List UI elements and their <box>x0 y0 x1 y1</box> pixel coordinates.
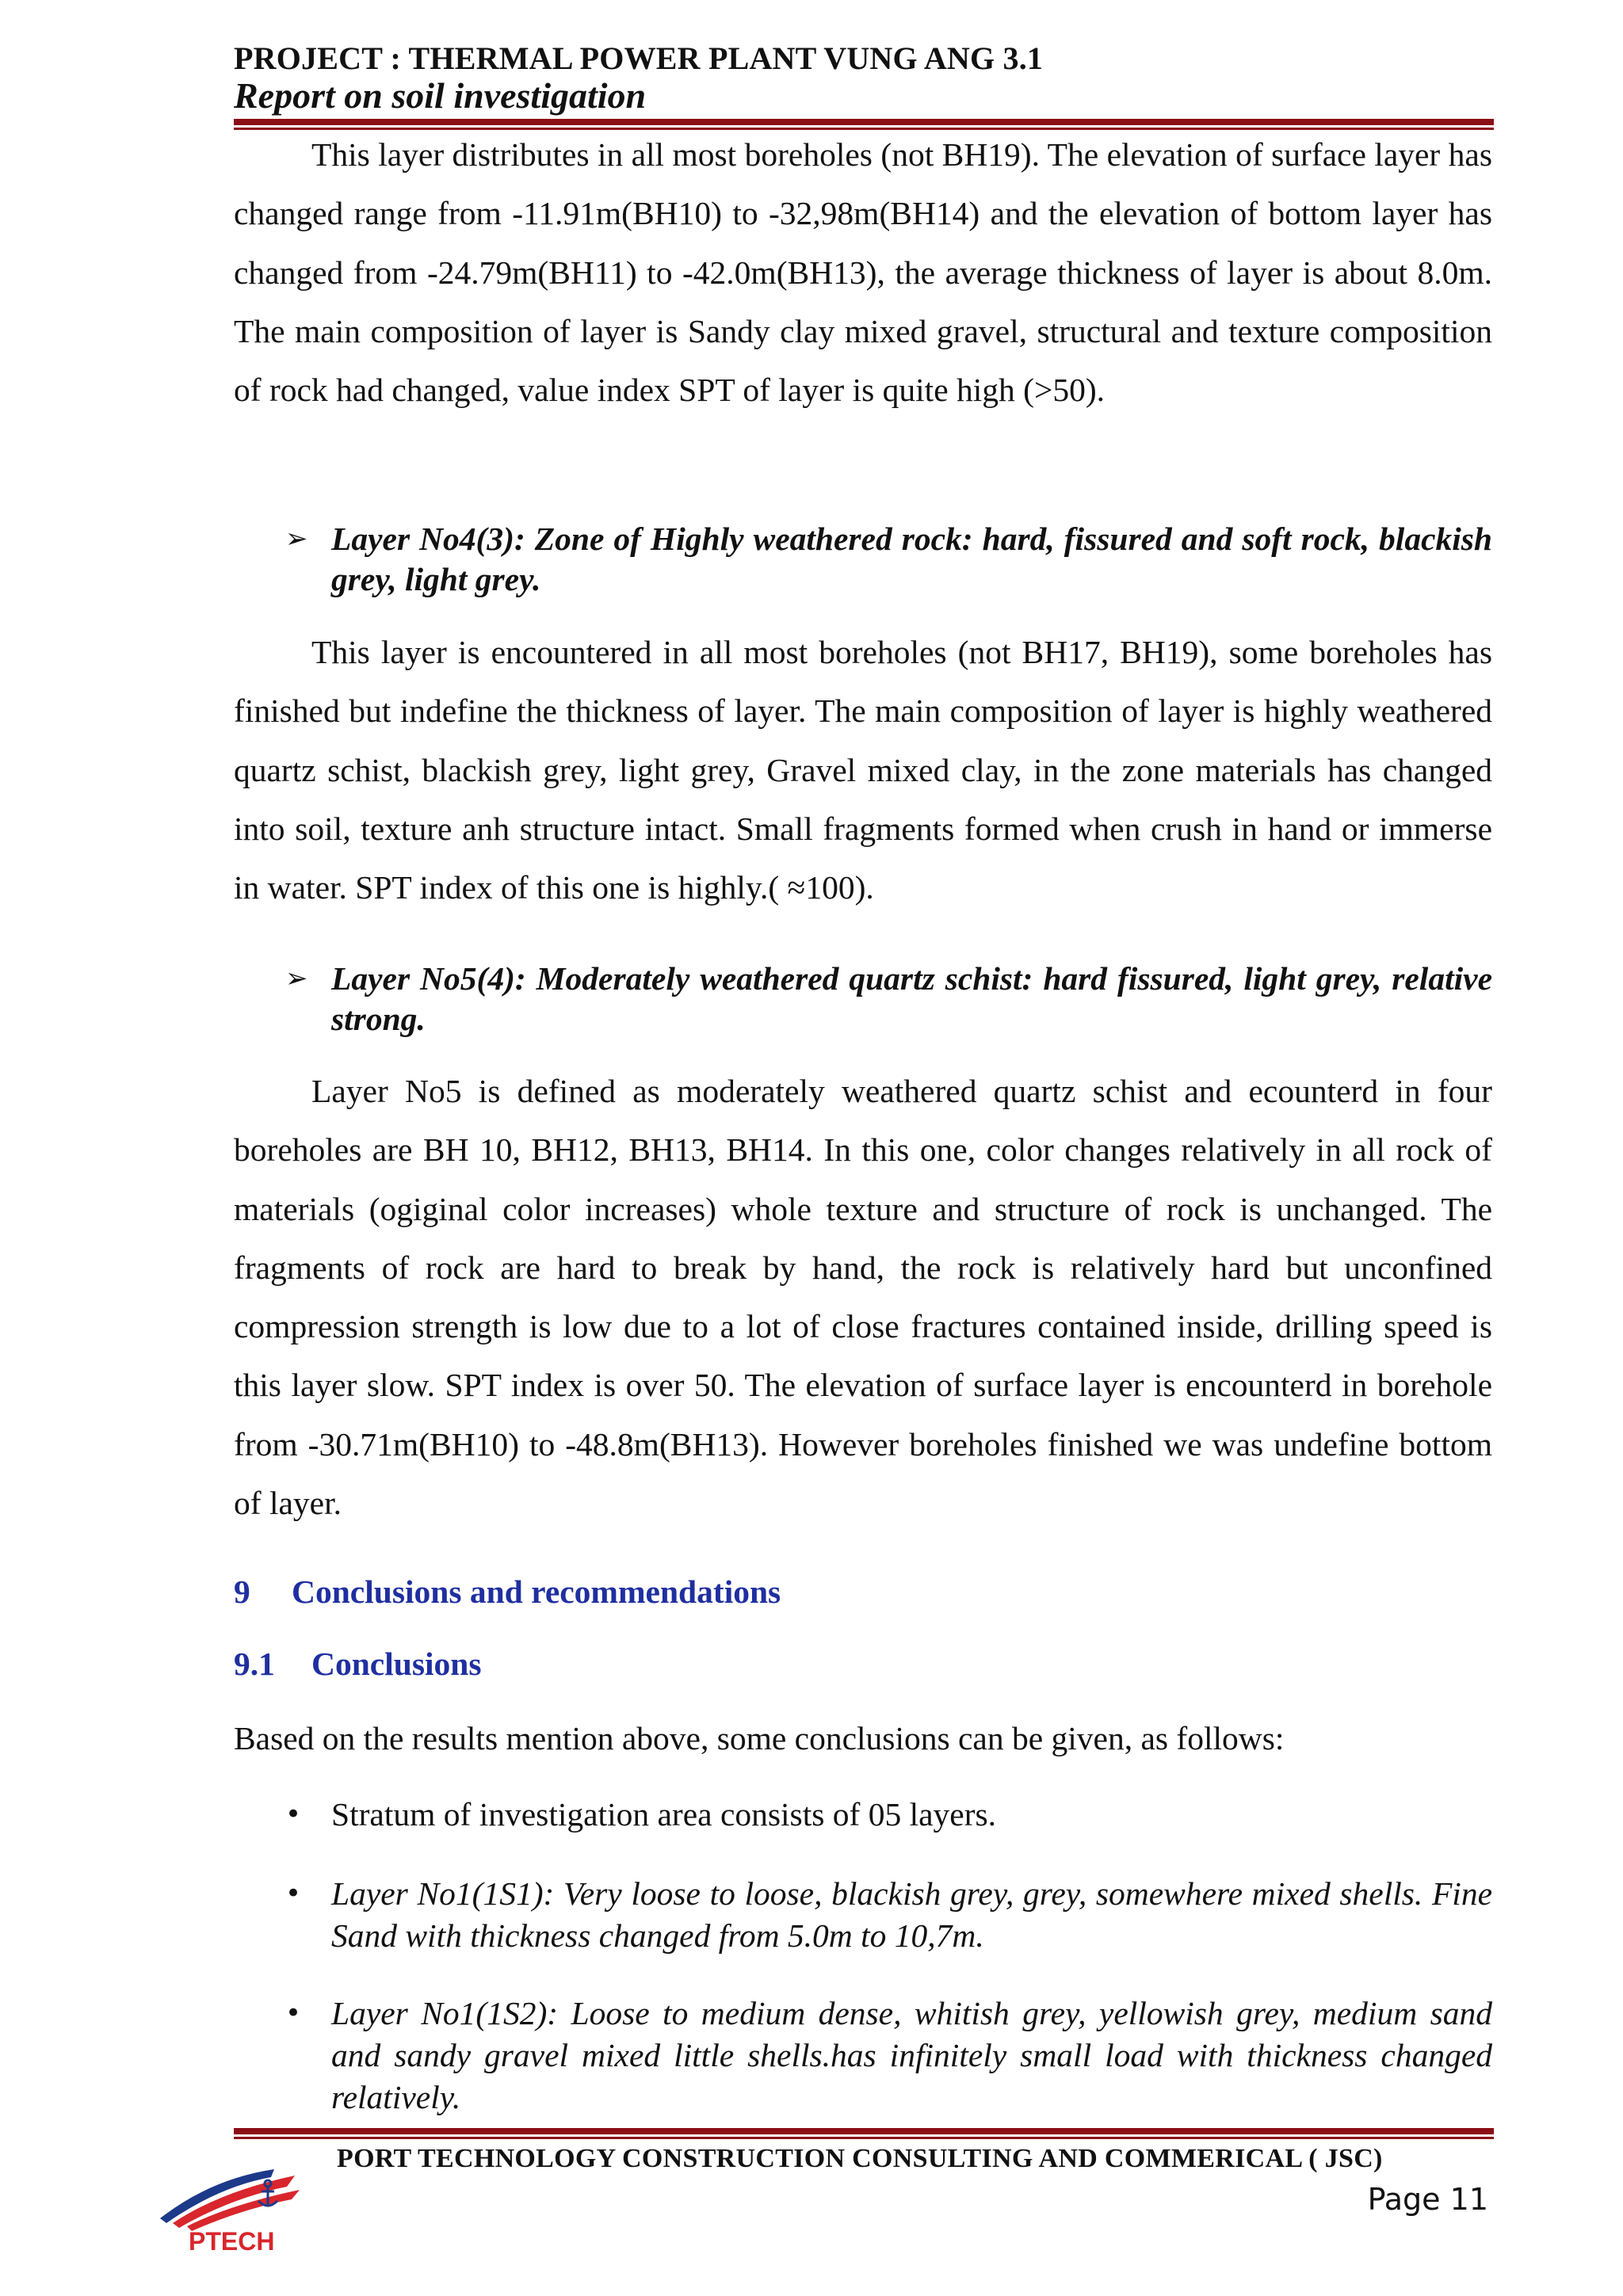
layer5-heading <box>285 959 1492 1039</box>
bullet-dot-icon: • <box>285 1878 302 1909</box>
conclusion-bullet-3 <box>285 1993 1492 2119</box>
footer-company-name: PORT TECHNOLOGY CONSTRUCTION CONSULTING AND COMMERICAL ( JSC) <box>337 2144 1383 2173</box>
footer-rule-thin-line <box>234 2137 1494 2139</box>
arrow-bullet-icon: ➢ <box>285 523 308 555</box>
paragraph-layer3-description: This layer distributes in all most boreholes (not BH19). The elevation of surface layer has changed range from -11.91m(BH10) to -32,98m(BH14) and the elevation of bottom layer has changed from -24.79m(BH11) to -42.0m(BH13), the average thickness of layer is about 8.0m. The main composition of layer is Sandy clay mixed gravel, structural and texture composition of rock had changed, value index SPT of layer is quite high (>50). <box>234 136 1492 409</box>
conclusion-bullet-3-text: Layer No1(1S2): Loose to medium dense, whitish grey, yellowish grey, medium sand and sandy gravel mixed little shells.has infinitely small load with thickness changed relatively. <box>331 1995 1492 2115</box>
layer5-heading-text: Layer No5(4): Moderately weathered quartz schist: hard fissured, light grey, relative strong. <box>331 960 1492 1037</box>
footer-rule-thick-line <box>234 2128 1494 2134</box>
arrow-bullet-icon: ➢ <box>285 963 308 994</box>
footer-page-number: Page 11 <box>1367 2182 1488 2217</box>
section-9-number: 9 <box>234 1573 250 1610</box>
section-9-1-number: 9.1 <box>234 1646 275 1682</box>
conclusion-bullet-1-text: Stratum of investigation area consists of 05 layers. <box>331 1796 997 1833</box>
conclusion-bullet-2-text: Layer No1(1S1): Very loose to loose, blackish grey, grey, somewhere mixed shells. Fine Sand with thickness changed from 5.0m to 10,7m. <box>331 1875 1492 1954</box>
bullet-dot-icon: • <box>285 1798 302 1830</box>
paragraph-layer4-description: This layer is encountered in all most boreholes (not BH17, BH19), some boreholes has finished but indefine the thickness of layer. The main composition of layer is highly weathered quartz schist, blackish grey, light grey, Gravel mixed clay, in the zone materials has changed into soil, texture anh structure intact. Small fragments formed when crush in hand or immerse in water. SPT index of this one is highly.( ≈100). <box>234 634 1492 906</box>
conclusions-intro: Based on the results mention above, some conclusions can be given, as follows: <box>234 1720 1285 1756</box>
header-project-title: PROJECT : THERMAL POWER PLANT VUNG ANG 3.1 <box>234 40 1044 76</box>
section-9-heading <box>234 1573 781 1611</box>
section-9-1-title: Conclusions <box>311 1646 482 1682</box>
section-9-1-heading <box>234 1645 482 1683</box>
paragraph-layer5-description: Layer No5 is defined as moderately weathered quartz schist and ecounterd in four boreholes are BH 10, BH12, BH13, BH14. In this one, color changes relatively in all rock of materials (ogiginal color increases) whole texture and structure of rock is unchanged. The fragments of rock are hard to break by hand, the rock is relatively hard but unconfined compression strength is low due to a lot of close fractures contained inside, drilling speed is this layer slow. SPT index is over 50. The elevation of surface layer is encounterd in borehole from -30.71m(BH10) to -48.8m(BH13). However boreholes finished we was undefine bottom of layer. <box>234 1073 1492 1522</box>
header-report-subtitle: Report on soil investigation <box>234 75 647 116</box>
bullet-dot-icon: • <box>285 1997 302 2029</box>
conclusion-bullet-2 <box>285 1873 1492 1957</box>
section-9-title: Conclusions and recommendations <box>292 1573 781 1610</box>
layer4-heading-text: Layer No4(3): Zone of Highly weathered rock: hard, fissured and soft rock, blackish grey, light grey. <box>331 521 1492 597</box>
logo-wordmark: PTECH <box>189 2227 275 2256</box>
header-rule-thick-line <box>234 119 1494 125</box>
layer4-heading <box>285 519 1492 600</box>
conclusion-bullet-1 <box>285 1794 1492 1836</box>
footer-rule <box>234 2128 1494 2141</box>
ptech-logo <box>155 2157 306 2256</box>
